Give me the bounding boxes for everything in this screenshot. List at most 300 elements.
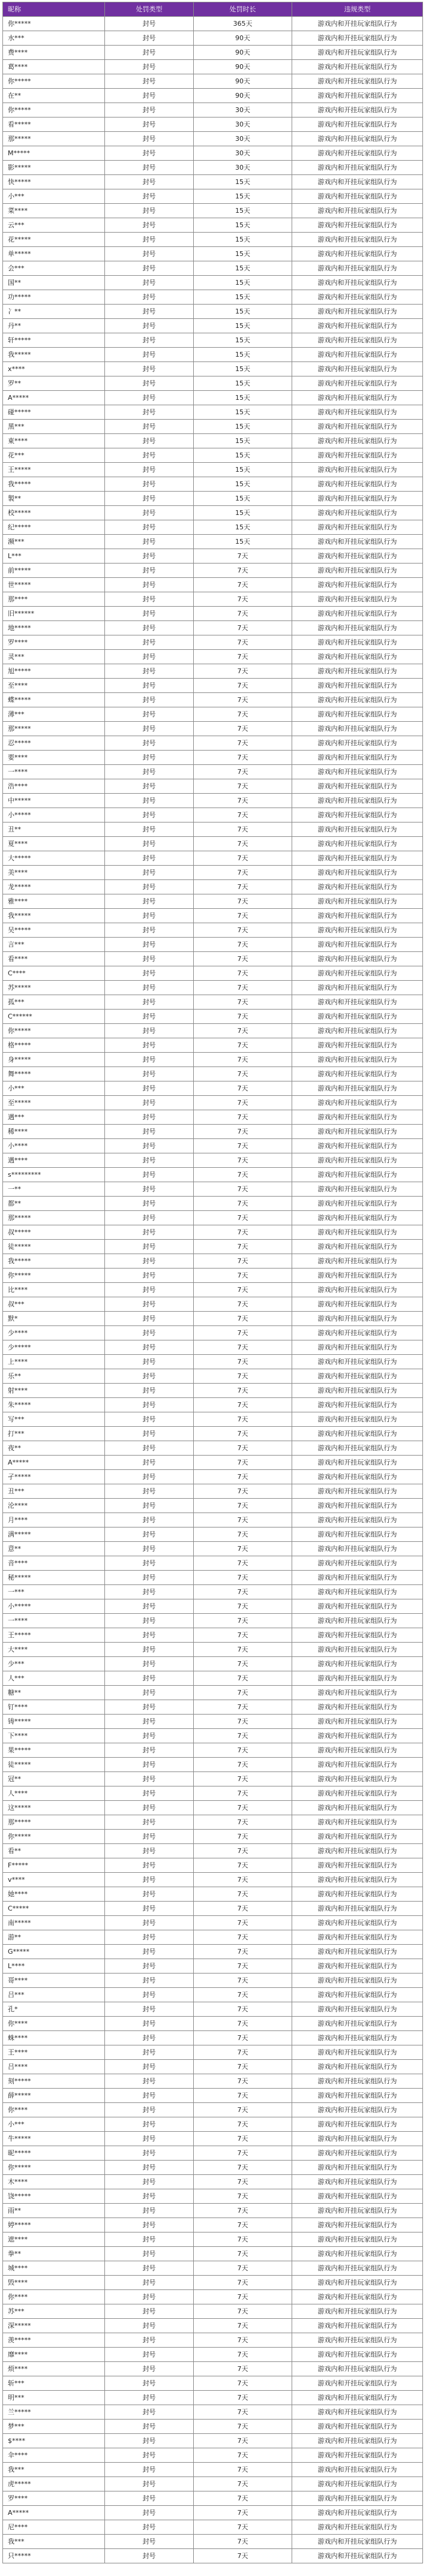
penalty-type-cell: 封号	[105, 2520, 194, 2535]
violation-type-cell: 游戏内和开挂玩家组队行为	[292, 923, 423, 938]
violation-type-cell: 游戏内和开挂玩家组队行为	[292, 175, 423, 189]
nickname-cell: 一****	[3, 765, 105, 779]
penalty-type-cell: 封号	[105, 2362, 194, 2376]
penalty-duration-cell: 15天	[194, 376, 292, 391]
nickname-cell: 丹**	[3, 319, 105, 333]
penalty-type-cell: 封号	[105, 405, 194, 420]
table-row	[3, 362, 423, 376]
nickname-cell: 浩****	[3, 779, 105, 794]
penalty-type-cell: 封号	[105, 1283, 194, 1297]
table-row	[3, 1974, 423, 1988]
penalty-type-cell: 封号	[105, 2218, 194, 2232]
nickname-cell: 纪*****	[3, 520, 105, 535]
nickname-cell: 雅****	[3, 894, 105, 909]
nickname-cell: 婷*****	[3, 2218, 105, 2232]
table-row	[3, 2434, 423, 2448]
penalty-duration-cell: 7天	[194, 1182, 292, 1197]
violation-type-cell: 游戏内和开挂玩家组队行为	[292, 938, 423, 952]
table-row	[3, 664, 423, 679]
violation-type-cell: 游戏内和开挂玩家组队行为	[292, 1197, 423, 1211]
ban-list-table	[2, 2, 423, 2563]
penalty-duration-cell: 7天	[194, 1974, 292, 1988]
penalty-duration-cell: 7天	[194, 1355, 292, 1369]
table-row	[3, 2002, 423, 2017]
violation-type-cell: 游戏内和开挂玩家组队行为	[292, 2434, 423, 2448]
nickname-cell: 至*****	[3, 1096, 105, 1110]
nickname-cell: 灵***	[3, 650, 105, 664]
table-row	[3, 89, 423, 103]
violation-type-cell: 游戏内和开挂玩家组队行为	[292, 405, 423, 420]
penalty-duration-cell: 7天	[194, 995, 292, 1010]
table-row	[3, 1556, 423, 1571]
nickname-cell: 要****	[3, 751, 105, 765]
violation-type-cell: 游戏内和开挂玩家组队行为	[292, 822, 423, 837]
table-row	[3, 2232, 423, 2247]
penalty-type-cell: 封号	[105, 1081, 194, 1096]
penalty-type-cell: 封号	[105, 751, 194, 765]
penalty-duration-cell: 7天	[194, 2232, 292, 2247]
violation-type-cell: 游戏内和开挂玩家组队行为	[292, 1096, 423, 1110]
violation-type-cell: 游戏内和开挂玩家组队行为	[292, 2290, 423, 2304]
nickname-cell: 丑**	[3, 822, 105, 837]
table-row	[3, 175, 423, 189]
penalty-type-cell: 封号	[105, 2276, 194, 2290]
penalty-type-cell: 封号	[105, 1599, 194, 1614]
nickname-cell: 大****	[3, 1643, 105, 1657]
table-row	[3, 1484, 423, 1499]
table-row	[3, 117, 423, 132]
penalty-duration-cell: 7天	[194, 1297, 292, 1312]
penalty-duration-cell: 7天	[194, 1671, 292, 1686]
penalty-type-cell: 封号	[105, 17, 194, 31]
table-row	[3, 2319, 423, 2333]
penalty-duration-cell: 7天	[194, 952, 292, 966]
penalty-duration-cell: 7天	[194, 2549, 292, 2563]
table-row	[3, 1283, 423, 1297]
penalty-type-cell: 封号	[105, 1513, 194, 1527]
penalty-duration-cell: 7天	[194, 564, 292, 578]
table-row	[3, 74, 423, 89]
violation-type-cell: 游戏内和开挂玩家组队行为	[292, 31, 423, 46]
violation-type-cell: 游戏内和开挂玩家组队行为	[292, 74, 423, 89]
violation-type-cell: 游戏内和开挂玩家组队行为	[292, 2520, 423, 2535]
penalty-type-cell: 封号	[105, 189, 194, 204]
violation-type-cell: 游戏内和开挂玩家组队行为	[292, 276, 423, 290]
penalty-type-cell: 封号	[105, 1067, 194, 1081]
penalty-type-cell: 封号	[105, 1700, 194, 1715]
penalty-duration-cell: 7天	[194, 722, 292, 736]
table-row	[3, 1182, 423, 1197]
table-row	[3, 434, 423, 448]
penalty-type-cell: 封号	[105, 2391, 194, 2405]
nickname-cell: 你*****	[3, 17, 105, 31]
penalty-duration-cell: 7天	[194, 1959, 292, 1974]
nickname-cell: 你*****	[3, 103, 105, 117]
nickname-cell: G*****	[3, 1945, 105, 1959]
penalty-duration-cell: 7天	[194, 2491, 292, 2506]
violation-type-cell: 游戏内和开挂玩家组队行为	[292, 1067, 423, 1081]
nickname-cell: 孤***	[3, 995, 105, 1010]
penalty-duration-cell: 7天	[194, 1715, 292, 1729]
penalty-type-cell: 封号	[105, 1844, 194, 1858]
penalty-duration-cell: 30天	[194, 132, 292, 146]
penalty-duration-cell: 7天	[194, 894, 292, 909]
nickname-cell: 那*****	[3, 1815, 105, 1830]
nickname-cell: 梦***	[3, 2420, 105, 2434]
table-row	[3, 2362, 423, 2376]
penalty-duration-cell: 7天	[194, 765, 292, 779]
table-row	[3, 635, 423, 650]
table-row	[3, 1139, 423, 1153]
penalty-type-cell: 封号	[105, 1715, 194, 1729]
violation-type-cell: 游戏内和开挂玩家组队行为	[292, 2491, 423, 2506]
table-row	[3, 2491, 423, 2506]
violation-type-cell: 游戏内和开挂玩家组队行为	[292, 1700, 423, 1715]
penalty-duration-cell: 7天	[194, 1772, 292, 1786]
nickname-cell: 花***	[3, 448, 105, 463]
penalty-duration-cell: 7天	[194, 1010, 292, 1024]
penalty-type-cell: 封号	[105, 2434, 194, 2448]
penalty-duration-cell: 7天	[194, 1369, 292, 1384]
penalty-duration-cell: 7天	[194, 1873, 292, 1887]
penalty-duration-cell: 15天	[194, 391, 292, 405]
violation-type-cell: 游戏内和开挂玩家组队行为	[292, 794, 423, 808]
nickname-cell: 射****	[3, 1384, 105, 1398]
penalty-duration-cell: 15天	[194, 535, 292, 549]
penalty-type-cell: 封号	[105, 391, 194, 405]
penalty-duration-cell: 7天	[194, 2060, 292, 2074]
table-row	[3, 549, 423, 564]
violation-type-cell: 游戏内和开挂玩家组队行为	[292, 1671, 423, 1686]
table-row	[3, 1542, 423, 1556]
penalty-type-cell: 封号	[105, 1369, 194, 1384]
header-row	[3, 2, 423, 17]
penalty-duration-cell: 7天	[194, 1527, 292, 1542]
penalty-type-cell: 封号	[105, 204, 194, 218]
violation-type-cell: 游戏内和开挂玩家组队行为	[292, 46, 423, 60]
violation-type-cell: 游戏内和开挂玩家组队行为	[292, 1542, 423, 1556]
table-row	[3, 1657, 423, 1671]
table-row	[3, 1427, 423, 1441]
penalty-duration-cell: 7天	[194, 1988, 292, 2002]
nickname-cell: 意**	[3, 1542, 105, 1556]
table-row	[3, 1930, 423, 1945]
violation-type-cell: 游戏内和开挂玩家组队行为	[292, 132, 423, 146]
penalty-duration-cell: 7天	[194, 1599, 292, 1614]
violation-type-cell: 游戏内和开挂玩家组队行为	[292, 1715, 423, 1729]
table-row	[3, 1830, 423, 1844]
penalty-type-cell: 封号	[105, 376, 194, 391]
violation-type-cell: 游戏内和开挂玩家组队行为	[292, 1729, 423, 1743]
nickname-cell: 遮****	[3, 2232, 105, 2247]
nickname-cell: 轩*****	[3, 333, 105, 348]
penalty-duration-cell: 7天	[194, 2204, 292, 2218]
violation-type-cell: 游戏内和开挂玩家组队行为	[292, 1743, 423, 1758]
penalty-type-cell: 封号	[105, 1211, 194, 1225]
penalty-type-cell: 封号	[105, 635, 194, 650]
violation-type-cell: 游戏内和开挂玩家组队行为	[292, 319, 423, 333]
penalty-duration-cell: 7天	[194, 1384, 292, 1398]
nickname-cell: $****	[3, 2434, 105, 2448]
table-row	[3, 103, 423, 117]
violation-type-cell: 游戏内和开挂玩家组队行为	[292, 1240, 423, 1254]
table-row	[3, 1513, 423, 1527]
violation-type-cell: 游戏内和开挂玩家组队行为	[292, 1024, 423, 1038]
penalty-duration-cell: 7天	[194, 578, 292, 592]
penalty-duration-cell: 7天	[194, 1830, 292, 1844]
penalty-duration-cell: 7天	[194, 2333, 292, 2348]
penalty-duration-cell: 7天	[194, 1211, 292, 1225]
table-row	[3, 1643, 423, 1657]
violation-type-cell: 游戏内和开挂玩家组队行为	[292, 1484, 423, 1499]
penalty-duration-cell: 15天	[194, 175, 292, 189]
table-row	[3, 866, 423, 880]
nickname-cell: 我***	[3, 2463, 105, 2477]
penalty-duration-cell: 30天	[194, 117, 292, 132]
penalty-duration-cell: 30天	[194, 103, 292, 117]
nickname-cell: 钉****	[3, 1700, 105, 1715]
violation-type-cell: 游戏内和开挂玩家组队行为	[292, 851, 423, 866]
table-row	[3, 1240, 423, 1254]
penalty-duration-cell: 15天	[194, 290, 292, 305]
table-row	[3, 391, 423, 405]
penalty-duration-cell: 7天	[194, 1427, 292, 1441]
nickname-cell: 罗****	[3, 2491, 105, 2506]
penalty-type-cell: 封号	[105, 2463, 194, 2477]
penalty-duration-cell: 7天	[194, 2031, 292, 2045]
nickname-cell: 旭*****	[3, 664, 105, 679]
penalty-duration-cell: 7天	[194, 1398, 292, 1412]
header-nickname: 昵称	[3, 2, 105, 17]
penalty-type-cell: 封号	[105, 1974, 194, 1988]
penalty-type-cell: 封号	[105, 1628, 194, 1643]
penalty-duration-cell: 7天	[194, 2463, 292, 2477]
penalty-duration-cell: 90天	[194, 60, 292, 74]
penalty-type-cell: 封号	[105, 535, 194, 549]
penalty-duration-cell: 15天	[194, 305, 292, 319]
penalty-duration-cell: 7天	[194, 1225, 292, 1240]
penalty-type-cell: 封号	[105, 621, 194, 635]
penalty-type-cell: 封号	[105, 1959, 194, 1974]
penalty-duration-cell: 7天	[194, 2477, 292, 2491]
violation-type-cell: 游戏内和开挂玩家组队行为	[292, 17, 423, 31]
penalty-type-cell: 封号	[105, 966, 194, 981]
penalty-type-cell: 封号	[105, 261, 194, 276]
penalty-duration-cell: 7天	[194, 1254, 292, 1269]
penalty-duration-cell: 7天	[194, 1585, 292, 1599]
table-row	[3, 1916, 423, 1930]
table-row	[3, 1786, 423, 1801]
table-row	[3, 1815, 423, 1830]
violation-type-cell: 游戏内和开挂玩家组队行为	[292, 218, 423, 233]
penalty-type-cell: 封号	[105, 851, 194, 866]
violation-type-cell: 游戏内和开挂玩家组队行为	[292, 1614, 423, 1628]
nickname-cell: 王*****	[3, 463, 105, 477]
table-row	[3, 1628, 423, 1643]
nickname-cell: 王****	[3, 2045, 105, 2060]
nickname-cell: 夜**	[3, 1441, 105, 1456]
nickname-cell: 满*****	[3, 1527, 105, 1542]
penalty-type-cell: 封号	[105, 175, 194, 189]
nickname-cell: 丑***	[3, 1484, 105, 1499]
nickname-cell: 小***	[3, 2117, 105, 2132]
table-row	[3, 2204, 423, 2218]
penalty-type-cell: 封号	[105, 1772, 194, 1786]
nickname-cell: 她****	[3, 1887, 105, 1902]
nickname-cell: 月****	[3, 1513, 105, 1527]
violation-type-cell: 游戏内和开挂玩家组队行为	[292, 1513, 423, 1527]
violation-type-cell: 游戏内和开挂玩家组队行为	[292, 1815, 423, 1830]
penalty-type-cell: 封号	[105, 506, 194, 520]
nickname-cell: 苏***	[3, 2304, 105, 2319]
penalty-type-cell: 封号	[105, 1743, 194, 1758]
nickname-cell: 比****	[3, 1283, 105, 1297]
penalty-duration-cell: 7天	[194, 1269, 292, 1283]
table-row	[3, 1384, 423, 1398]
penalty-duration-cell: 7天	[194, 1312, 292, 1326]
violation-type-cell: 游戏内和开挂玩家组队行为	[292, 751, 423, 765]
penalty-type-cell: 封号	[105, 707, 194, 722]
header-penalty-type: 处罚类型	[105, 2, 194, 17]
penalty-type-cell: 封号	[105, 1139, 194, 1153]
violation-type-cell: 游戏内和开挂玩家组队行为	[292, 1254, 423, 1269]
nickname-cell: A*****	[3, 391, 105, 405]
nickname-cell: 这*****	[3, 1801, 105, 1815]
nickname-cell: 孔*	[3, 2002, 105, 2017]
penalty-type-cell: 封号	[105, 434, 194, 448]
penalty-type-cell: 封号	[105, 2117, 194, 2132]
penalty-type-cell: 封号	[105, 1125, 194, 1139]
penalty-duration-cell: 15天	[194, 247, 292, 261]
table-row	[3, 348, 423, 362]
penalty-type-cell: 封号	[105, 1930, 194, 1945]
penalty-duration-cell: 7天	[194, 1571, 292, 1585]
violation-type-cell: 游戏内和开挂玩家组队行为	[292, 1499, 423, 1513]
penalty-type-cell: 封号	[105, 1571, 194, 1585]
table-row	[3, 1096, 423, 1110]
penalty-duration-cell: 7天	[194, 2189, 292, 2204]
violation-type-cell: 游戏内和开挂玩家组队行为	[292, 2031, 423, 2045]
penalty-duration-cell: 7天	[194, 1153, 292, 1168]
table-row	[3, 2506, 423, 2520]
penalty-type-cell: 封号	[105, 1254, 194, 1269]
nickname-cell: 虎*****	[3, 2477, 105, 2491]
penalty-duration-cell: 7天	[194, 2175, 292, 2189]
nickname-cell: 大*****	[3, 851, 105, 866]
penalty-type-cell: 封号	[105, 1542, 194, 1556]
penalty-duration-cell: 7天	[194, 2520, 292, 2535]
penalty-type-cell: 封号	[105, 2247, 194, 2261]
violation-type-cell: 游戏内和开挂玩家组队行为	[292, 1384, 423, 1398]
violation-type-cell: 游戏内和开挂玩家组队行为	[292, 2304, 423, 2319]
violation-type-cell: 游戏内和开挂玩家组队行为	[292, 549, 423, 564]
penalty-duration-cell: 7天	[194, 1686, 292, 1700]
penalty-type-cell: 封号	[105, 1858, 194, 1873]
violation-type-cell: 游戏内和开挂玩家组队行为	[292, 679, 423, 693]
penalty-type-cell: 封号	[105, 2146, 194, 2161]
penalty-type-cell: 封号	[105, 60, 194, 74]
penalty-type-cell: 封号	[105, 46, 194, 60]
nickname-cell: 旧******	[3, 607, 105, 621]
penalty-type-cell: 封号	[105, 2089, 194, 2103]
table-row	[3, 520, 423, 535]
table-row	[3, 1254, 423, 1269]
violation-type-cell: 游戏内和开挂玩家组队行为	[292, 1643, 423, 1657]
table-row	[3, 2189, 423, 2204]
penalty-duration-cell: 15天	[194, 218, 292, 233]
penalty-duration-cell: 7天	[194, 2448, 292, 2463]
nickname-cell: 徒*****	[3, 1758, 105, 1772]
nickname-cell: 少***	[3, 1657, 105, 1671]
nickname-cell: 吕****	[3, 2060, 105, 2074]
nickname-cell: 孑*****	[3, 1470, 105, 1484]
table-row	[3, 218, 423, 233]
table-row	[3, 1168, 423, 1182]
nickname-cell: 斩***	[3, 2376, 105, 2391]
violation-type-cell: 游戏内和开挂玩家组队行为	[292, 1355, 423, 1369]
nickname-cell: 薛*****	[3, 2089, 105, 2103]
penalty-type-cell: 封号	[105, 564, 194, 578]
table-row	[3, 2161, 423, 2175]
penalty-duration-cell: 7天	[194, 2405, 292, 2420]
table-row	[3, 923, 423, 938]
violation-type-cell: 游戏内和开挂玩家组队行为	[292, 2132, 423, 2146]
nickname-cell: 吕***	[3, 1988, 105, 2002]
penalty-type-cell: 封号	[105, 1010, 194, 1024]
nickname-cell: 冫**	[3, 305, 105, 319]
nickname-cell: C******	[3, 1010, 105, 1024]
table-row	[3, 2391, 423, 2405]
table-row	[3, 2549, 423, 2563]
table-row	[3, 2117, 423, 2132]
violation-type-cell: 游戏内和开挂玩家组队行为	[292, 2463, 423, 2477]
penalty-duration-cell: 15天	[194, 405, 292, 420]
nickname-cell: 少****	[3, 1326, 105, 1340]
penalty-type-cell: 封号	[105, 1312, 194, 1326]
header-penalty-duration: 处罚时长	[194, 2, 292, 17]
nickname-cell: 薄***	[3, 707, 105, 722]
nickname-cell: 冠**	[3, 1772, 105, 1786]
penalty-type-cell: 封号	[105, 31, 194, 46]
penalty-duration-cell: 90天	[194, 46, 292, 60]
violation-type-cell: 游戏内和开挂玩家组队行为	[292, 736, 423, 751]
violation-type-cell: 游戏内和开挂玩家组队行为	[292, 146, 423, 161]
violation-type-cell: 游戏内和开挂玩家组队行为	[292, 564, 423, 578]
table-row	[3, 1197, 423, 1211]
penalty-type-cell: 封号	[105, 1297, 194, 1312]
penalty-type-cell: 封号	[105, 1801, 194, 1815]
penalty-type-cell: 封号	[105, 1038, 194, 1053]
violation-type-cell: 游戏内和开挂玩家组队行为	[292, 894, 423, 909]
table-row	[3, 578, 423, 592]
penalty-type-cell: 封号	[105, 1686, 194, 1700]
nickname-cell: 叔***	[3, 1297, 105, 1312]
table-row	[3, 463, 423, 477]
nickname-cell: 一**	[3, 1182, 105, 1197]
violation-type-cell: 游戏内和开挂玩家组队行为	[292, 1326, 423, 1340]
violation-type-cell: 游戏内和开挂玩家组队行为	[292, 1412, 423, 1427]
penalty-type-cell: 封号	[105, 2204, 194, 2218]
table-row	[3, 2089, 423, 2103]
penalty-type-cell: 封号	[105, 2103, 194, 2117]
penalty-type-cell: 封号	[105, 607, 194, 621]
penalty-type-cell: 封号	[105, 1671, 194, 1686]
nickname-cell: F*****	[3, 1858, 105, 1873]
violation-type-cell: 游戏内和开挂玩家组队行为	[292, 1887, 423, 1902]
nickname-cell: 蛛****	[3, 2031, 105, 2045]
table-row	[3, 1010, 423, 1024]
penalty-type-cell: 封号	[105, 2161, 194, 2175]
